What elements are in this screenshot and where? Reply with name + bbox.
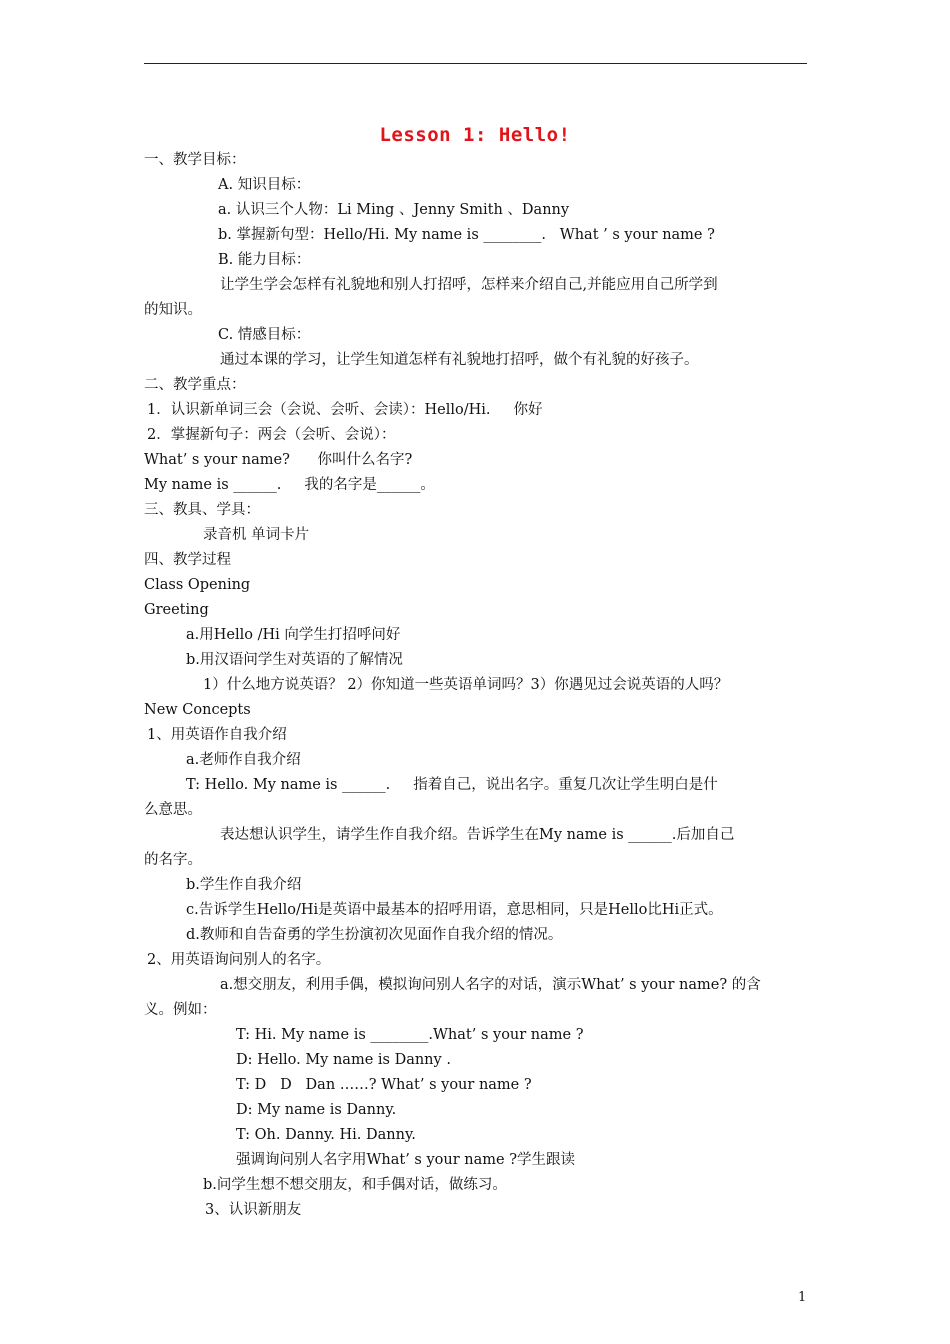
text-line: Greeting <box>144 602 209 618</box>
text-line: T: Hi. My name is ________.What’ s your name ? <box>236 1027 584 1043</box>
text-line: a. 认识三个人物：Li Ming 、Jenny Smith 、Danny <box>218 202 570 218</box>
text-line: D: My name is Danny. <box>236 1102 397 1118</box>
text-line: A. 知识目标： <box>218 177 311 193</box>
text-line: B. 能力目标： <box>218 252 311 268</box>
text-line: a.想交朋友，利用手偶，模拟询问别人名字的对话，演示What’ s your name? 的含 <box>220 977 761 993</box>
text-line: 让学生学会怎样有礼貌地和别人打招呼，怎样来介绍自己,并能应用自己所学到 <box>220 277 718 293</box>
text-line: D: Hello. My name is Danny . <box>236 1052 451 1068</box>
text-line: a.用Hello /Hi 向学生打招呼问好 <box>186 627 401 643</box>
page-number: 1 <box>798 1290 807 1305</box>
text-line: 一、教学目标： <box>144 152 246 168</box>
text-line: Class Opening <box>144 577 251 593</box>
text-line: 通过本课的学习，让学生知道怎样有礼貌地打招呼，做个有礼貌的好孩子。 <box>220 352 699 368</box>
text-line: d.教师和自告奋勇的学生扮演初次见面作自我介绍的情况。 <box>186 927 563 943</box>
text-line: c.告诉学生Hello/Hi是英语中最基本的招呼用语，意思相同，只是Hello比Hi正式。 <box>186 902 723 918</box>
text-line: T: Hello. My name is ______. 指着自己，说出名字。重复几次让学生明白是什 <box>186 777 718 793</box>
text-line: b. 掌握新句型：Hello/Hi. My name is ________. What ’ s your name ? <box>218 227 715 243</box>
text-line: 二、教学重点： <box>144 377 246 393</box>
text-line: What’ s your name? 你叫什么名字? <box>144 452 413 468</box>
text-line: 三、教具、学具： <box>144 502 260 518</box>
text-line: b.用汉语问学生对英语的了解情况 <box>186 652 403 668</box>
text-line: 2、用英语询问别人的名字。 <box>147 952 331 968</box>
text-line: 表达想认识学生，请学生作自我介绍。告诉学生在My name is ______.后加自己 <box>220 827 735 843</box>
text-line: b.问学生想不想交朋友，和手偶对话，做练习。 <box>203 1177 507 1193</box>
text-line: C. 情感目标： <box>218 327 311 343</box>
text-line: T: D D Dan ……? What’ s your name ? <box>236 1077 532 1093</box>
text-line: 录音机 单词卡片 <box>203 527 310 543</box>
text-line: T: Oh. Danny. Hi. Danny. <box>236 1127 416 1143</box>
text-line: 四、教学过程 <box>144 552 231 568</box>
text-line: New Concepts <box>144 702 251 718</box>
text-line: 么意思。 <box>144 802 202 818</box>
text-line: 1）什么地方说英语？ 2）你知道一些英语单词吗？3）你遇见过会说英语的人吗？ <box>203 677 729 693</box>
text-line: a.老师作自我介绍 <box>186 752 301 768</box>
text-line: 的知识。 <box>144 302 202 318</box>
text-line: 2．掌握新句子：两会（会听、会说）： <box>147 427 396 443</box>
header-rule <box>144 63 807 64</box>
text-line: 义。例如： <box>144 1002 217 1018</box>
text-line: 3、认识新朋友 <box>205 1202 302 1218</box>
text-line: b.学生作自我介绍 <box>186 877 302 893</box>
text-line: 1、用英语作自我介绍 <box>147 727 287 743</box>
text-line: 1．认识新单词三会（会说、会听、会读）：Hello/Hi. 你好 <box>147 402 543 418</box>
text-line: My name is ______. 我的名字是______。 <box>144 477 435 493</box>
text-line: 强调询问别人名字用What’ s your name ?学生跟读 <box>236 1152 575 1168</box>
lesson-title: Lesson 1: Hello! <box>379 124 571 146</box>
text-line: 的名字。 <box>144 852 202 868</box>
